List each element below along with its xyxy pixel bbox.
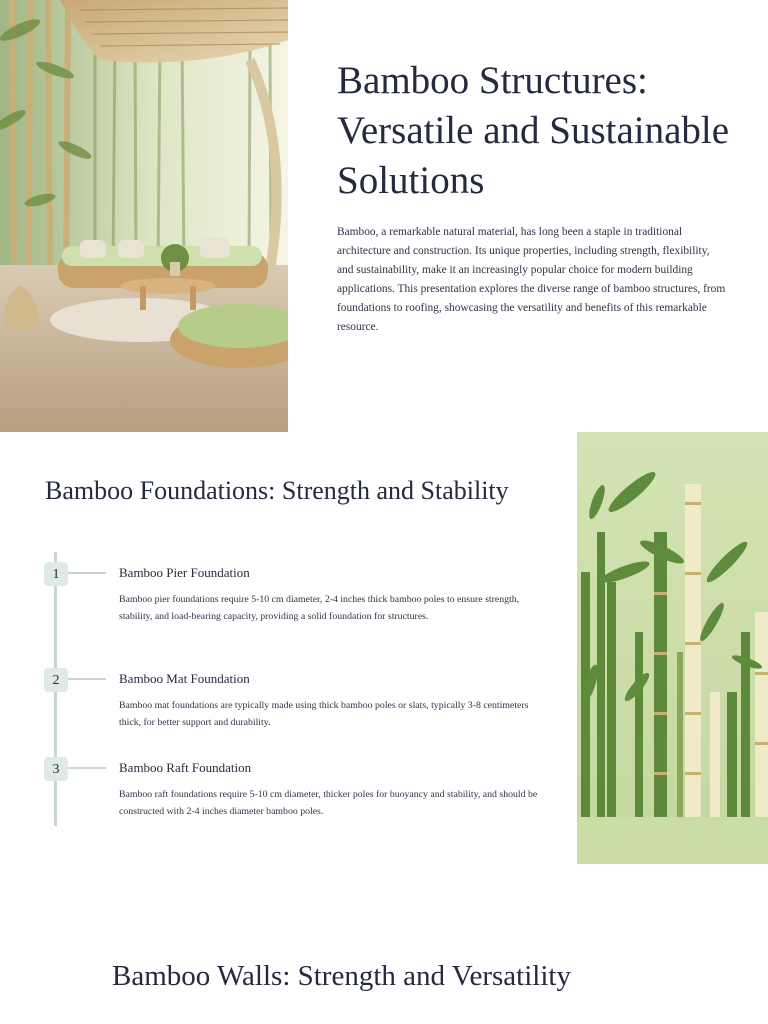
step-description: Bamboo pier foundations require 5-10 cm diameter, 2-4 inches thick bamboo poles to ensure strength, stability, and load-bearing capacity, providing a solid foundation for structures. xyxy=(119,594,520,622)
step-title: Bamboo Mat Foundation xyxy=(119,671,250,686)
timeline-connector xyxy=(67,572,106,574)
walls-heading: Bamboo Walls: Strength and Versatility xyxy=(112,960,571,992)
page-title: Bamboo Structures: Versatile and Sustainable Solutions xyxy=(337,59,730,202)
timeline-connector xyxy=(67,767,106,769)
step-description: Bamboo raft foundations require 5-10 cm diameter, thicker poles for buoyancy and stability, and should be constructed with 2-4 inches diameter bamboo poles. xyxy=(119,789,538,817)
step-number-badge: 1 xyxy=(44,562,68,586)
bamboo-stalks-image xyxy=(577,432,768,864)
step-number-badge: 3 xyxy=(44,757,68,781)
step-number-badge: 2 xyxy=(44,668,68,692)
intro-paragraph: Bamboo, a remarkable natural material, has long been a staple in traditional architecture and construction. Its unique properties, including strength, flexibility, and sustainability, make it an increasingly popular choice for modern building applications. This presentation explores the diverse range of bamboo structures, from foundations to roofing, showcasing the versatility and benefits of this remarkable resource. xyxy=(337,226,726,333)
timeline-connector xyxy=(67,678,106,680)
step-description: Bamboo mat foundations are typically made using thick bamboo poles or slats, typically 3-8 centimeters thick, for better support and durability. xyxy=(119,700,529,728)
foundations-heading: Bamboo Foundations: Strength and Stability xyxy=(45,476,509,505)
bamboo-lounge-image xyxy=(0,0,288,432)
step-title: Bamboo Pier Foundation xyxy=(119,565,250,580)
step-title: Bamboo Raft Foundation xyxy=(119,760,252,775)
